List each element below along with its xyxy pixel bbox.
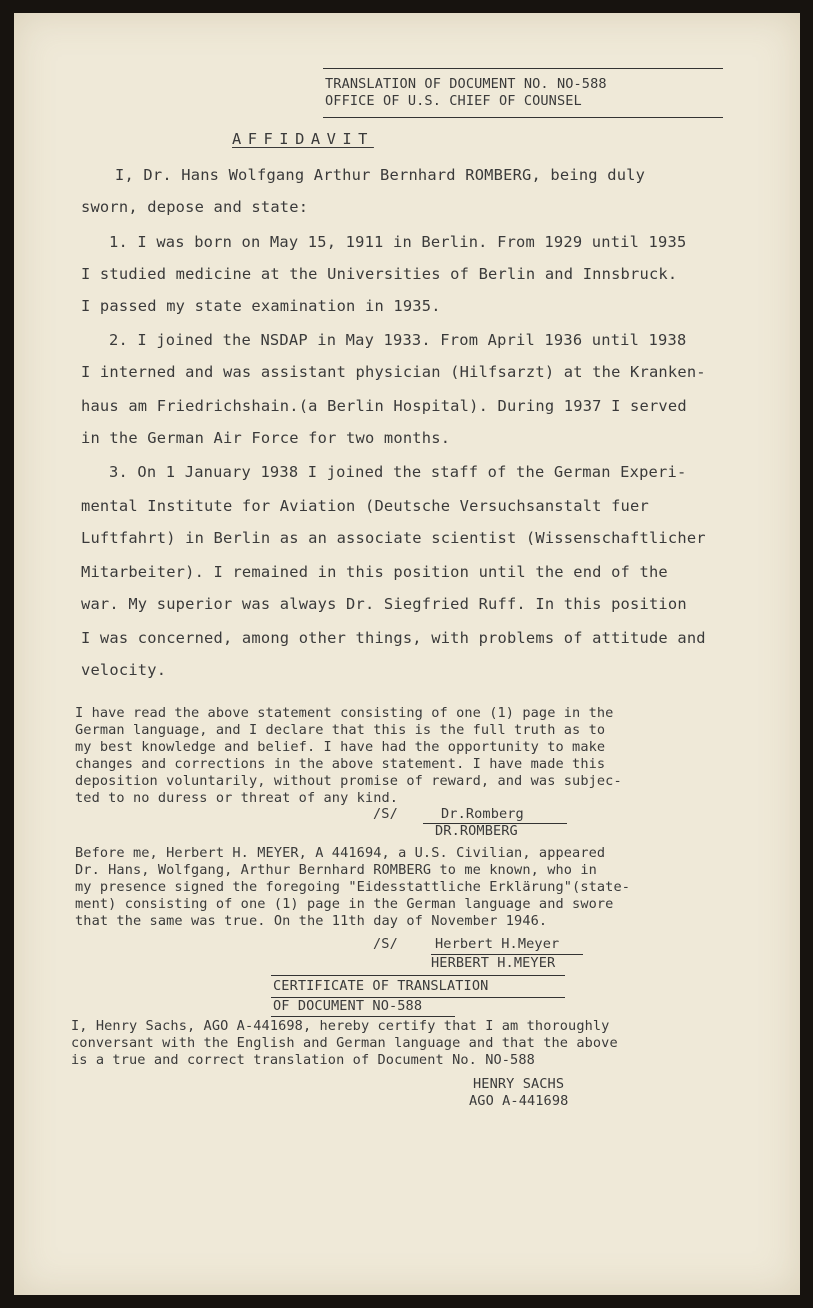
paragraph-3-line: 3. On 1 January 1938 I joined the staff of the German Experi- — [109, 463, 687, 481]
jurat-line: that the same was true. On the 11th day of November 1946. — [75, 913, 548, 929]
paragraph-2-line: in the German Air Force for two months. — [81, 429, 451, 447]
paragraph-1-line: I studied medicine at the Universities of Berlin and Innsbruck. — [81, 265, 678, 283]
header-line-2: OFFICE OF U.S. CHIEF OF COUNSEL — [325, 93, 582, 109]
statement-line: I have read the above statement consisting of one (1) page in the — [75, 705, 614, 721]
certificate-line: conversant with the English and German language and that the above — [71, 1035, 618, 1051]
translator-name: HENRY SACHS — [473, 1076, 565, 1092]
document-page — [14, 13, 800, 1295]
certificate-rule-top — [271, 975, 565, 976]
header-rule-bottom — [323, 117, 723, 118]
intro-line: I, Dr. Hans Wolfgang Arthur Bernhard ROMBERG, being duly — [115, 166, 646, 184]
paragraph-3-line: war. My superior was always Dr. Siegfried Ruff. In this position — [81, 595, 687, 613]
statement-line: ted to no duress or threat of any kind. — [75, 790, 399, 806]
certificate-rule-bottom — [271, 1016, 455, 1017]
jurat-line: my presence signed the foregoing "Eidesstattliche Erklärung"(state- — [75, 879, 631, 895]
certificate-line: I, Henry Sachs, AGO A-441698, hereby certify that I am thoroughly — [71, 1018, 610, 1034]
paragraph-3-line: Luftfahrt) in Berlin as an associate scientist (Wissenschaftlicher — [81, 529, 706, 547]
signature-1-signed: Dr.Romberg — [441, 806, 524, 822]
paragraph-2-line: 2. I joined the NSDAP in May 1933. From April 1936 until 1938 — [109, 331, 687, 349]
paragraph-3-line: I was concerned, among other things, with problems of attitude and — [81, 629, 706, 647]
signature-1-typed: DR.ROMBERG — [435, 823, 518, 839]
header-line-1: TRANSLATION OF DOCUMENT NO. NO-588 — [325, 76, 607, 92]
certificate-heading-1: CERTIFICATE OF TRANSLATION — [273, 978, 489, 994]
statement-line: German language, and I declare that this is the full truth as to — [75, 722, 606, 738]
statement-line: my best knowledge and belief. I have had the opportunity to make — [75, 739, 606, 755]
jurat-line: Dr. Hans, Wolfgang, Arthur Bernhard ROMBERG to me known, who in — [75, 862, 597, 878]
paragraph-1-line: I passed my state examination in 1935. — [81, 297, 441, 315]
jurat-line: Before me, Herbert H. MEYER, A 441694, a U.S. Civilian, appeared — [75, 845, 606, 861]
signature-2-prefix: /S/ — [373, 936, 398, 952]
paragraph-2-line: haus am Friedrichshain.(a Berlin Hospital). During 1937 I served — [81, 397, 687, 415]
intro-line: sworn, depose and state: — [81, 198, 309, 216]
paragraph-3-line: mental Institute for Aviation (Deutsche Versuchsanstalt fuer — [81, 497, 649, 515]
jurat-line: ment) consisting of one (1) page in the German language and swore — [75, 896, 614, 912]
translator-id: AGO A-441698 — [469, 1093, 569, 1109]
paragraph-3-line: Mitarbeiter). I remained in this position until the end of the — [81, 563, 668, 581]
paragraph-2-line: I interned and was assistant physician (Hilfsarzt) at the Kranken- — [81, 363, 706, 381]
certificate-heading-2: OF DOCUMENT NO-588 — [273, 998, 423, 1014]
paragraph-1-line: 1. I was born on May 15, 1911 in Berlin. From 1929 until 1935 — [109, 233, 687, 251]
statement-line: deposition voluntarily, without promise of reward, and was subjec- — [75, 773, 622, 789]
signature-2-signed: Herbert H.Meyer — [435, 936, 560, 952]
statement-line: changes and corrections in the above statement. I have made this — [75, 756, 606, 772]
signature-1-prefix: /S/ — [373, 806, 398, 822]
certificate-line: is a true and correct translation of Document No. NO-588 — [71, 1052, 535, 1068]
paragraph-3-line: velocity. — [81, 661, 167, 679]
signature-2-typed: HERBERT H.MEYER — [431, 955, 556, 971]
header-rule-top — [323, 68, 723, 69]
page-title: AFFIDAVIT — [232, 130, 374, 148]
